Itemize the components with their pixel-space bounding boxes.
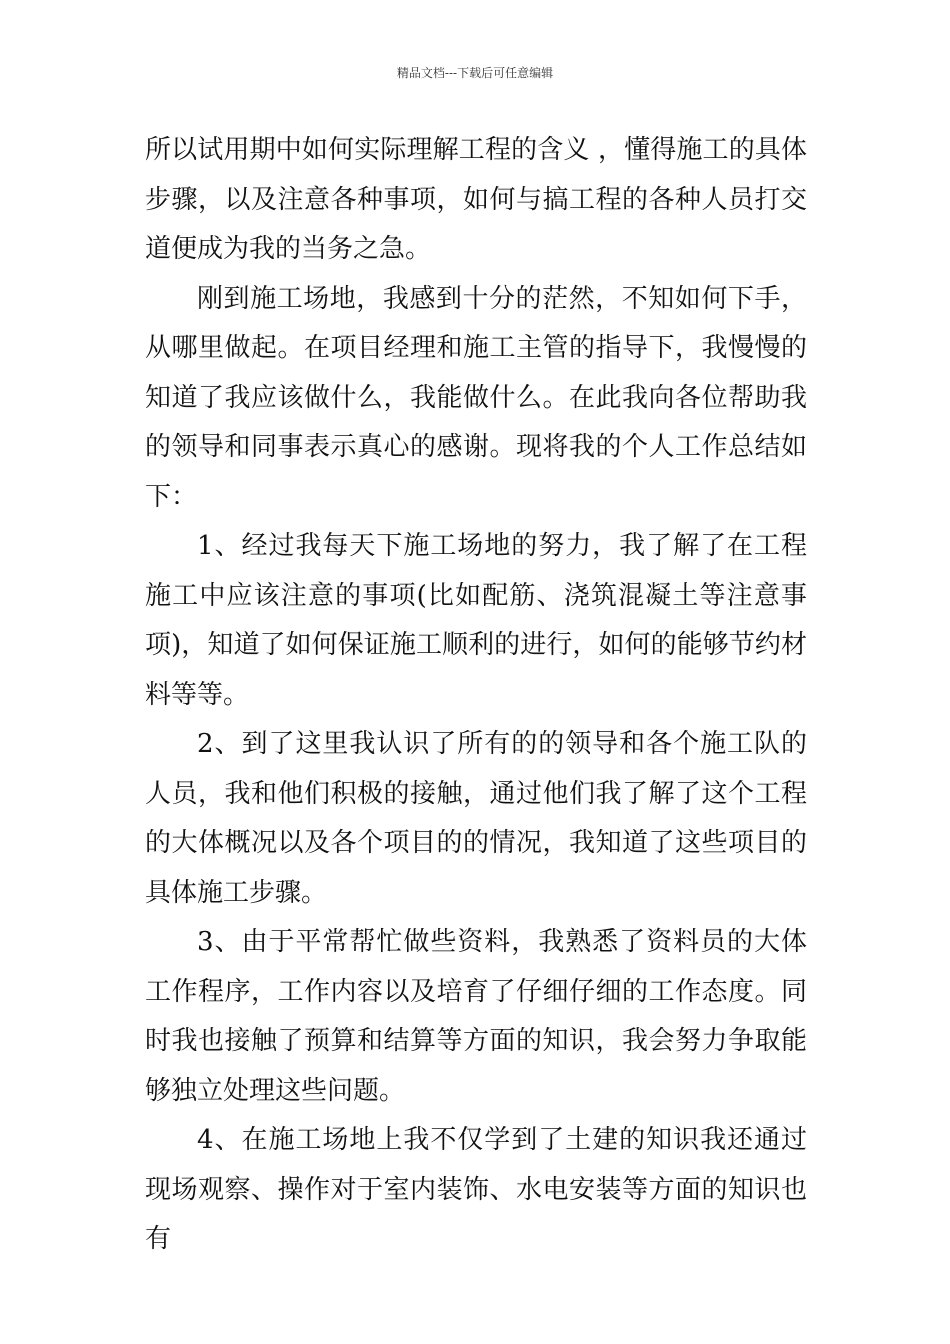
document-body	[145, 126, 807, 1265]
page-header: 精品文档---下载后可任意编辑	[396, 66, 554, 80]
paragraph-item-4: 4、在施工场地上我不仅学到了土建的知识我还通过现场观察、操作对于室内装饰、水电安装等方面的知识也有	[145, 1125, 807, 1254]
paragraph-item-3: 3、由于平常帮忙做些资料，我熟悉了资料员的大体工作程序，工作内容以及培育了仔细仔细的工作态度。同时我也接触了预算和结算等方面的知识，我会努力争取能够独立处理这些问题。	[145, 927, 807, 1106]
paragraph-item-2: 2、到了这里我认识了所有的的领导和各个施工队的人员，我和他们积极的接触，通过他们我了解了这个工程的大体概况以及各个项目的的情况，我知道了这些项目的具体施工步骤。	[145, 729, 807, 908]
paragraph-arrival: 刚到施工场地，我感到十分的茫然，不知如何下手，从哪里做起。在项目经理和施工主管的指导下，我慢慢的知道了我应该做什么，我能做什么。在此我向各位帮助我的领导和同事表示真心的感谢。现将我的个人工作总结如下：	[145, 283, 807, 512]
paragraph-intro: 所以试用期中如何实际理解工程的含义 ，懂得施工的具体步骤，以及注意各种事项，如何与搞工程的各种人员打交道便成为我的当务之急。	[145, 135, 807, 264]
paragraph-item-1: 1、经过我每天下施工场地的努力，我了解了在工程施工中应该注意的事项(比如配筋、浇筑混凝土等注意事项)，知道了如何保证施工顺利的进行，如何的能够节约材料等等。	[145, 531, 807, 710]
